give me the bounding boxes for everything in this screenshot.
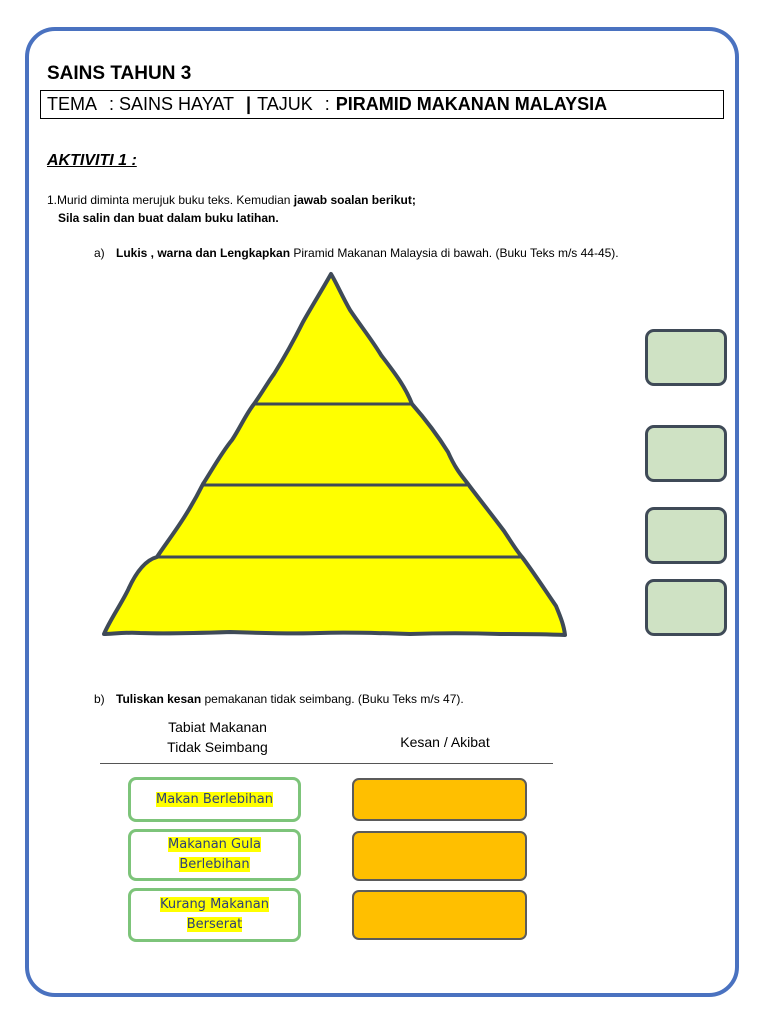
- pyramid-label-box-2[interactable]: [645, 425, 727, 482]
- column-header-habit-line-1: Tabiat Makanan: [168, 719, 267, 735]
- question-b-bold: Tuliskan kesan: [116, 692, 202, 706]
- instruction-bold: jawab soalan berikut;: [293, 193, 416, 207]
- tema-label: TEMA: [47, 94, 98, 114]
- table-divider: [100, 763, 553, 764]
- instruction-text: 1.Murid diminta merujuk buku teks. Kemudian: [47, 193, 294, 207]
- question-b-text: pemakanan tidak seimbang. (Buku Teks m/s 47).: [201, 692, 464, 706]
- pyramid-label-box-1[interactable]: [645, 329, 727, 386]
- question-a-text: Piramid Makanan Malaysia di bawah. (Buku Teks m/s 44-45).: [290, 246, 619, 260]
- habit-2-line-2: Berlebihan: [179, 857, 250, 872]
- tajuk-value: PIRAMID MAKANAN MALAYSIA: [335, 94, 608, 114]
- activity-title: AKTIVITI 1 :: [47, 152, 137, 169]
- habit-1-line-1: Makan Berlebihan: [156, 791, 273, 807]
- habit-box-1: [128, 777, 301, 822]
- column-header-habit-line-2: Tidak Seimbang: [167, 739, 268, 755]
- column-header-effect: Kesan / Akibat: [400, 734, 490, 750]
- question-b: [94, 692, 464, 706]
- pyramid-label-box-3[interactable]: [645, 507, 727, 564]
- question-a-bold: Lukis , warna dan Lengkapkan: [116, 246, 291, 260]
- question-b-letter: b): [94, 692, 105, 706]
- habit-3-line-1: Kurang Makanan: [160, 897, 269, 912]
- habit-2-line-1: Makanan Gula: [168, 837, 261, 852]
- instruction-line-2: Sila salin dan buat dalam buku latihan.: [58, 211, 279, 225]
- effect-answer-box-1[interactable]: [352, 778, 527, 821]
- tajuk-colon: :: [324, 94, 330, 114]
- question-a-letter: a): [94, 246, 105, 260]
- effect-answer-box-2[interactable]: [352, 831, 527, 881]
- tema-value: : SAINS HAYAT: [109, 94, 235, 114]
- tajuk-label: TAJUK: [257, 94, 313, 114]
- subject-title: SAINS TAHUN 3: [47, 63, 192, 84]
- header-separator: |: [246, 94, 252, 114]
- effect-answer-box-3[interactable]: [352, 890, 527, 940]
- habit-box-3: [128, 888, 301, 942]
- column-header-habit: [140, 717, 295, 757]
- pyramid-outline: [104, 274, 565, 635]
- habit-box-2: [128, 829, 301, 881]
- habit-3-line-2: Berserat: [186, 917, 243, 932]
- pyramid-label-box-4[interactable]: [645, 579, 727, 636]
